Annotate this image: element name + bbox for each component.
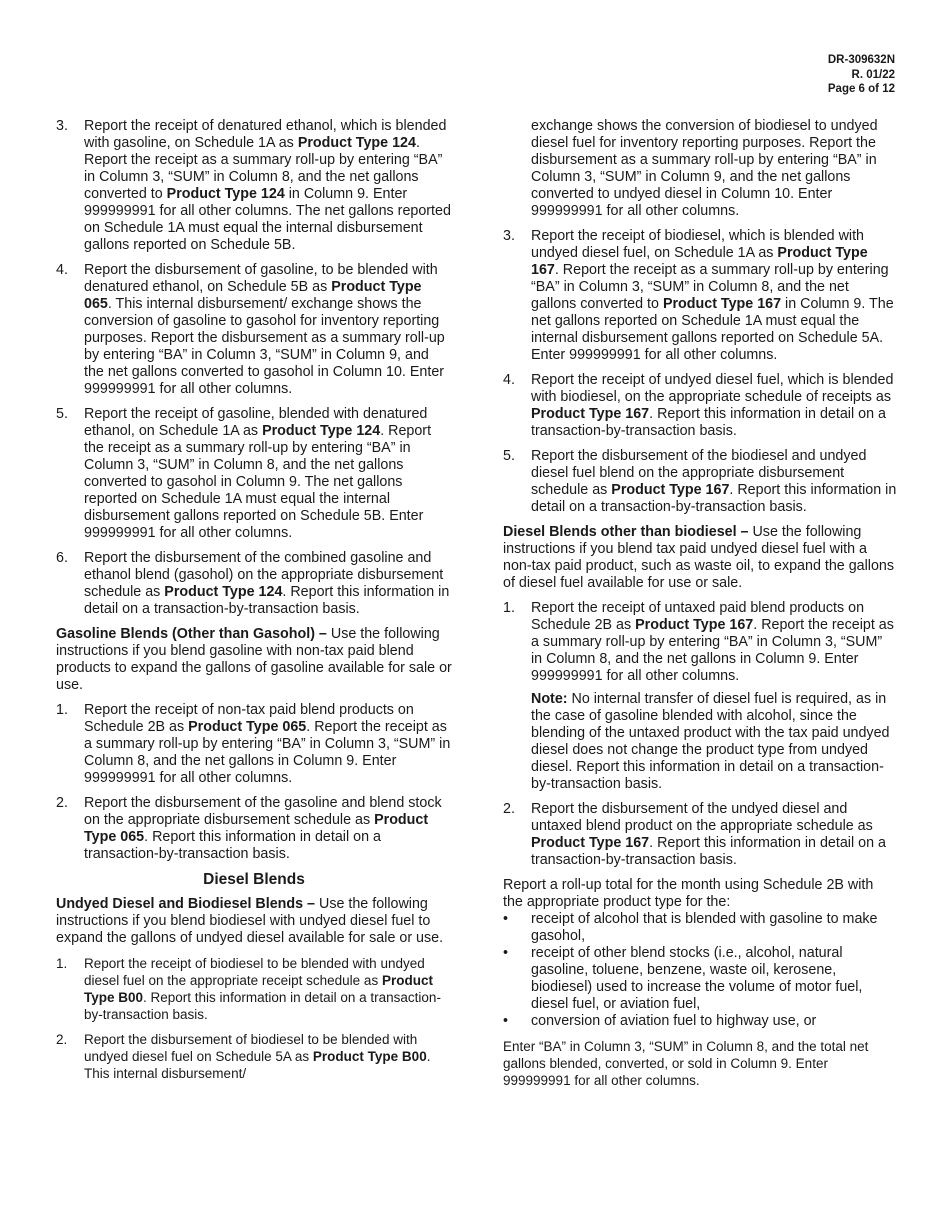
gasoline-blends-list (56, 702, 452, 863)
list-item (503, 600, 897, 685)
list-item (56, 702, 452, 787)
list-item (503, 1013, 897, 1030)
list-item (503, 448, 897, 516)
diesel-blends-heading: Diesel Blends (203, 871, 305, 888)
list-item (56, 406, 452, 542)
product-type-label: Product Type 124 (164, 584, 283, 600)
page-number: Page 6 of 12 (827, 83, 895, 95)
biodiesel-list (56, 955, 452, 1082)
item-text-segment: Report the receipt of non-tax paid blend products on Schedule 2B as (84, 702, 414, 735)
list-item (56, 795, 452, 863)
closing-text: Enter “BA” in Column 3, “SUM” in Column 8, and the total net gallons blended, converted, or sold in Column 9. Enter 999999991 for all other columns. (503, 1039, 869, 1088)
product-type-label: Product Type 167 (531, 406, 650, 422)
note-text (531, 691, 897, 793)
biodiesel-list-continued (503, 228, 897, 516)
product-type-label: Product Type 167 (531, 245, 868, 278)
item-text-segment: Report the disbursement of gasoline, to be blended with denatured ethanol, on Schedule 5B as (84, 262, 438, 295)
product-type-label: Product Type 124 (262, 423, 381, 439)
item-text-segment: Report the disbursement of biodiesel to be blended with undyed diesel fuel on Schedule 5A as (84, 1032, 418, 1064)
item-text-segment: . Report the receipt as a summary roll-up by entering “BA” in Column 3, “SUM” in Column 8, and the net gallons in Column 9. Enter 999999991 for all other columns. (84, 719, 451, 786)
other-diesel-list (503, 600, 897, 685)
item-number: 3. (503, 228, 515, 244)
note-item (503, 691, 897, 793)
list-item (56, 118, 452, 254)
other-diesel-text: Use the following instructions if you blend tax paid undyed diesel fuel with a non-tax paid product, such as waste oil, to expand the gallons of diesel fuel available for use or sale. (503, 524, 895, 591)
item-text-segment: . Report this information in detail on a transaction-by-transaction basis. (84, 990, 441, 1022)
note-label: Note: (531, 691, 568, 707)
left-column (56, 118, 452, 1090)
item-number: 5. (503, 448, 515, 464)
list-item (503, 801, 897, 869)
item-text-segment: Report the disbursement of the undyed diesel and untaxed blend product on the appropriate schedule as (531, 801, 873, 834)
product-type-label: Product Type 167 (611, 482, 730, 498)
item-number: 2. (503, 801, 515, 817)
product-type-label: Product Type 167 (635, 617, 754, 633)
item-text-segment: . Report this information in detail on a transaction-by-transaction basis. (84, 584, 450, 617)
undyed-diesel-intro (56, 896, 452, 947)
product-type-label: Product Type 124 (297, 135, 416, 151)
item-number: 1. (503, 600, 515, 616)
item-text-segment: Report the disbursement of the gasoline and blend stock on the appropriate disbursement schedule as (84, 795, 442, 828)
item-text (84, 550, 452, 618)
item-text-segment: . Report this information in detail on a transaction-by-transaction basis. (531, 406, 886, 439)
item-text-segment: Report the receipt of gasoline, blended with denatured ethanol, on Schedule 1A as (84, 406, 428, 439)
gasoline-blends-text: Use the following instructions if you blend gasoline with non-tax paid blend products to expand the gallons of gasoline available for sale or use. (56, 626, 452, 693)
bullet-text: receipt of alcohol that is blended with gasoline to make gasohol, (531, 911, 878, 944)
list-item (56, 955, 452, 1023)
product-type-label: Product Type 124 (166, 186, 285, 202)
item-text (84, 702, 452, 787)
item-text (84, 1031, 452, 1082)
item-text-segment: . Report the receipt as a summary roll-up by entering “BA” in Column 3, “SUM” in Column 8, and the net gallons in Column 9. Enter 999999991 for all other columns. (531, 617, 894, 684)
item-text-segment: . Report this information in detail on a transaction-by-transaction basis. (531, 835, 886, 868)
continued-text: exchange shows the conversion of biodiesel to undyed diesel fuel for inventory reporting purposes. Report the disbursement as a summary roll-up by entering “BA” in Column 3, “SUM” in Column 9, and the net gallons converted to undyed diesel in Column 10. Enter 999999991 for all other columns. (531, 118, 878, 219)
item-text-segment: in Column 9. The net gallons reported on Schedule 1A must equal the internal disbursement gallons reported on Schedule 5A. Enter 999999991 for all other columns. (531, 296, 894, 363)
item-text-segment: Report the disbursement of the biodiesel and undyed diesel fuel blend on the appropriate disbursement schedule as (531, 448, 867, 498)
right-column (503, 118, 897, 1089)
item-number: 1. (56, 702, 68, 718)
bullet-mark: • (503, 911, 509, 927)
item-number: 4. (56, 262, 68, 278)
gasoline-blends-title: Gasoline Blends (Other than Gasohol) – (56, 626, 327, 642)
list-item (503, 228, 897, 364)
other-diesel-intro (503, 524, 897, 592)
product-type-label: Product Type B00 (312, 1049, 427, 1064)
item-text-segment: in Column 9. Enter 999999991 for all other columns. The net gallons reported on Schedule 1A must equal the internal disbursement gallons reported on Schedule 5B. (84, 186, 451, 253)
bullet-text: receipt of other blend stocks (i.e., alcohol, natural gasoline, toluene, benzene, waste oil, kerosene, biodiesel) used to increase the volume of motor fuel, diesel fuel, or aviation fuel, (531, 945, 863, 1012)
bullet-mark: • (503, 945, 509, 961)
note-body: No internal transfer of diesel fuel is required, as in the case of gasoline blended with alcohol, since the blending of the untaxed product with the tax paid undyed diesel does not change the product type from undyed diesel. Report this information in detail on a transaction-by-transaction basis. (531, 691, 890, 792)
item-text (84, 795, 452, 863)
list-item (56, 1031, 452, 1082)
other-diesel-list-2 (503, 801, 897, 869)
item-text (84, 118, 452, 254)
product-type-label: Product Type 167 (662, 296, 782, 312)
item-text-segment: . Report the receipt as a summary roll-up by entering “BA” in Column 3, “SUM” in Column 8, and the net gallons converted to (84, 135, 443, 202)
item-text-segment: . This internal disbursement/ exchange shows the conversion of gasoline to gasohol for inventory reporting purposes. Report the disbursement as a summary roll-up by entering “BA” in Column 3, “SUM” in Column 9, and the net gallons converted to gasohol in Column 10. Enter 999999991 for all other columns. (84, 296, 445, 397)
item-text (531, 801, 897, 869)
rollup-bullets (503, 911, 897, 1030)
item-text-segment: . Report this information in detail on a transaction-by-transaction basis. (84, 829, 381, 862)
list-item (56, 262, 452, 398)
item-text-segment: . This internal disbursement/ (84, 1049, 431, 1081)
item-number: 2. (56, 1032, 68, 1047)
ethanol-list (56, 118, 452, 618)
item-text-segment: . Report this information in detail on a transaction-by-transaction basis. (531, 482, 897, 515)
form-number: DR-309632N (827, 54, 895, 66)
item-number: 1. (56, 956, 68, 971)
revision-date: R. 01/22 (851, 68, 895, 81)
item-text (531, 228, 897, 364)
list-item (56, 550, 452, 618)
item-number: 6. (56, 550, 68, 566)
list-item (503, 911, 897, 945)
item-text-segment: Report the receipt of biodiesel to be blended with undyed diesel fuel on the appropriate receipt schedule as (84, 956, 425, 988)
item-text-segment: Report the receipt of denatured ethanol, which is blended with gasoline, on Schedule 1A as (84, 118, 447, 151)
item-number: 4. (503, 372, 515, 388)
item-text (531, 448, 897, 516)
item-number: 5. (56, 406, 68, 422)
item-text (531, 600, 897, 685)
item-text (84, 406, 452, 542)
undyed-diesel-text: Use the following instructions if you blend biodiesel with undyed diesel fuel to expand the gallons of undyed diesel available for sale or use. (56, 896, 444, 946)
gasoline-blends-intro (56, 626, 452, 694)
item-text-segment: Report the receipt of biodiesel, which is blended with undyed diesel fuel, on Schedule 1A as (531, 228, 864, 261)
item-text (531, 372, 897, 440)
other-diesel-title: Diesel Blends other than biodiesel – (503, 524, 749, 540)
undyed-diesel-title: Undyed Diesel and Biodiesel Blends – (56, 896, 316, 912)
item-text-segment: . Report the receipt as a summary roll-up by entering “BA” in Column 3, “SUM” in Column 8, and the net gallons converted to (531, 262, 889, 312)
item-text-segment: Report the receipt of untaxed paid blend products on Schedule 2B as (531, 600, 865, 633)
item-text-segment: Report the disbursement of the combined gasoline and ethanol blend (gasohol) on the appropriate disbursement schedule as (84, 550, 444, 600)
product-type-label: Product Type 065 (188, 719, 307, 735)
item-text (84, 262, 452, 398)
form-header (828, 53, 895, 97)
bullet-text: conversion of aviation fuel to highway use, or (531, 1013, 817, 1029)
product-type-label: Product Type B00 (84, 973, 433, 1005)
item-number: 2. (56, 795, 68, 811)
product-type-label: Product Type 065 (84, 279, 422, 312)
list-item (503, 372, 897, 440)
product-type-label: Product Type 065 (84, 812, 429, 845)
bullet-mark: • (503, 1013, 509, 1029)
list-item (503, 945, 897, 1013)
item-text-segment: . Report the receipt as a summary roll-up by entering “BA” in Column 3, “SUM” in Column 8, and the net gallons converted to gasohol in Column 9. The net gallons reported on Schedule 1A must equal the internal disbursement gallons reported on Schedule 5B. Enter 999999991 for all other columns. (84, 423, 432, 541)
continued-item (503, 118, 897, 220)
item-text-segment: Report the receipt of undyed diesel fuel, which is blended with biodiesel, on the appropriate schedule of receipts as (531, 372, 894, 405)
rollup-intro: Report a roll-up total for the month using Schedule 2B with the appropriate product type for the: (503, 877, 874, 910)
item-text (84, 955, 452, 1023)
product-type-label: Product Type 167 (531, 835, 650, 851)
item-number: 3. (56, 118, 68, 134)
